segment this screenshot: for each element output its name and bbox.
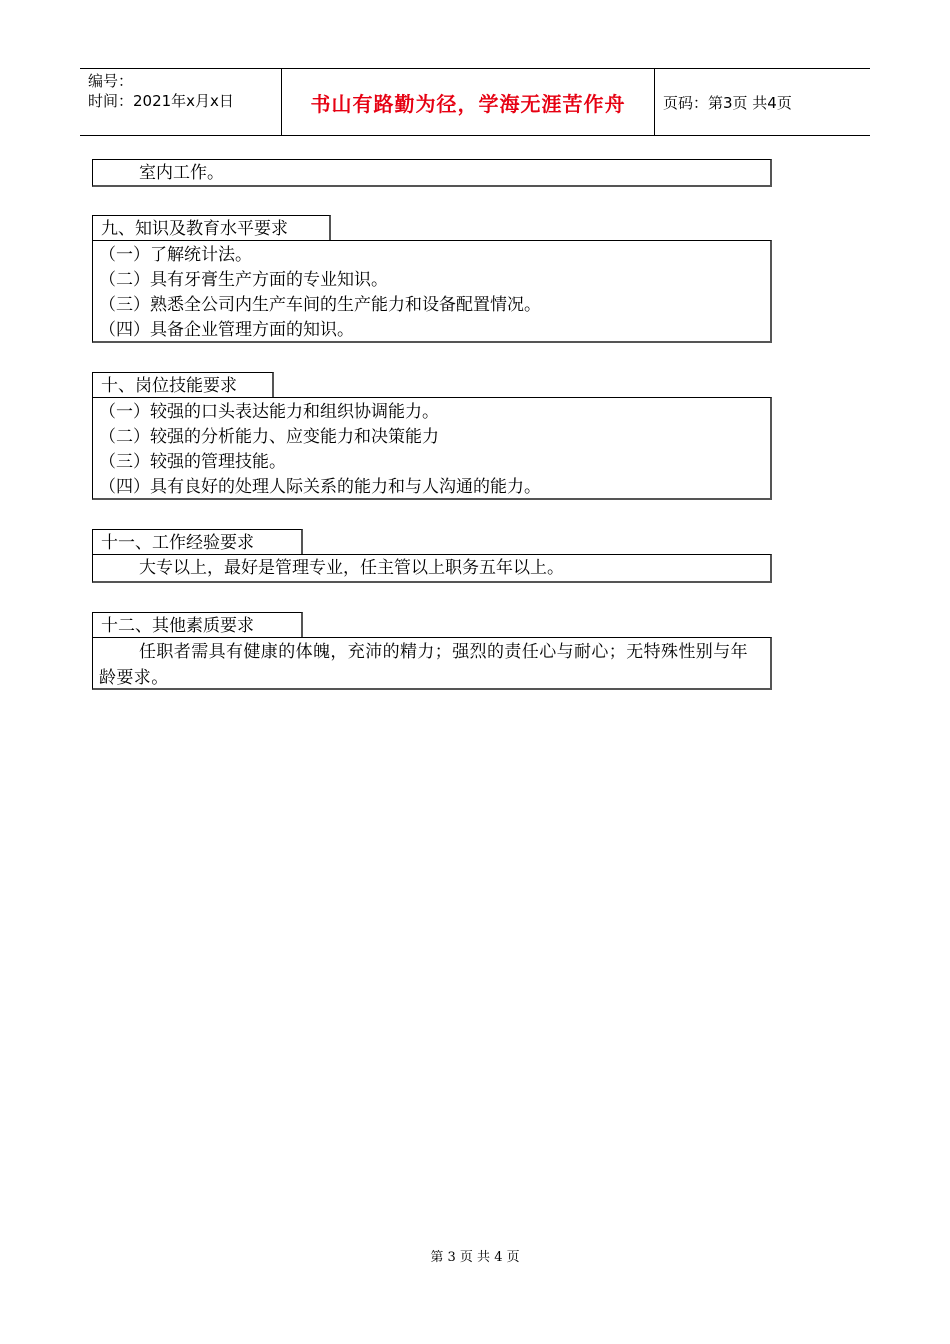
page-footer: 第 3 页 共 4 页 [430, 1250, 520, 1265]
section-9-content [92, 240, 772, 343]
list-item: （二）较强的分析能力、应变能力和决策能力 [99, 427, 439, 447]
section-9-title: 九、知识及教育水平要求 [92, 215, 331, 241]
header-slogan: 书山有路勤为径，学海无涯苦作舟 [310, 92, 626, 116]
list-item: （四）具有良好的处理人际关系的能力和与人沟通的能力。 [99, 477, 541, 497]
list-item: （四）具备企业管理方面的知识。 [99, 320, 354, 340]
list-item: （三）熟悉全公司内生产车间的生产能力和设备配置情况。 [99, 295, 541, 315]
header-page-indicator: 页码：第3页 共4页 [663, 94, 792, 112]
list-item: （一）较强的口头表达能力和组织协调能力。 [99, 402, 439, 422]
list-item: （二）具有牙膏生产方面的专业知识。 [99, 270, 388, 290]
document-number-label: 编号： [88, 72, 134, 90]
list-item: （一）了解统计法。 [99, 245, 252, 265]
section-11-title: 十一、工作经验要求 [92, 529, 303, 555]
list-item: （三）较强的管理技能。 [99, 452, 286, 472]
work-environment-box [92, 159, 772, 187]
section-10-title: 十、岗位技能要求 [92, 372, 274, 398]
section-11-text: 大专以上，最好是管理专业，任主管以上职务五年以上。 [139, 558, 564, 578]
section-12-title: 十二、其他素质要求 [92, 612, 303, 638]
section-12-text: 任职者需具有健康的体魄，充沛的精力；强烈的责任心与耐心；无特殊性别与年龄要求。 [99, 642, 748, 688]
header-top-rule [80, 68, 870, 69]
document-date-label: 时间：2021年x月x日 [88, 92, 234, 110]
section-11-content [92, 554, 772, 583]
header-divider-right [654, 68, 655, 136]
work-environment-text: 室内工作。 [139, 163, 224, 183]
header-bottom-rule [80, 135, 870, 136]
section-12-content [92, 637, 772, 690]
section-10-content [92, 397, 772, 500]
